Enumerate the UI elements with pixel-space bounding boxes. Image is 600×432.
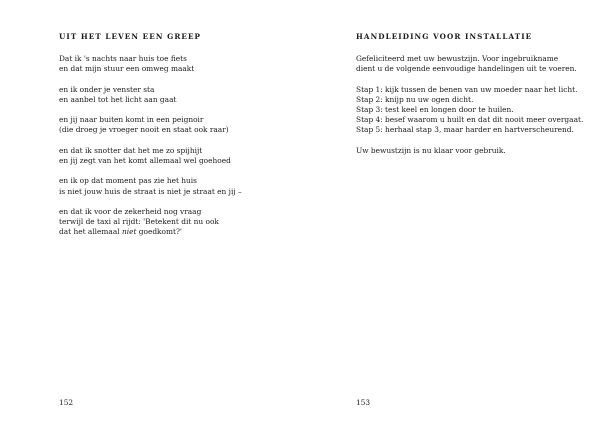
poem-title: UIT HET LEVEN EEN GREEP: [59, 32, 202, 41]
poem-line: en dat ik voor de zekerheid nog vraag: [59, 206, 202, 216]
step-item: Stap 5: herhaal stap 3, maar harder en hartverscheurend.: [356, 125, 574, 135]
poem-line-part: goedkomt?': [136, 227, 182, 237]
stanza: [59, 115, 242, 135]
stanza: [59, 207, 242, 238]
steps-list: [356, 85, 583, 136]
poem-body: [59, 54, 242, 248]
stanza: [59, 176, 242, 196]
poem-line: en dat mijn stuur een omweg maakt: [59, 64, 195, 74]
intro-paragraph: [356, 54, 583, 74]
italic-emphasis: niet: [121, 227, 137, 237]
closing-paragraph: [356, 146, 583, 156]
poem-line: en jij naar buiten komt in een peignoir: [59, 115, 204, 125]
poem-line: terwijl de taxi al rijdt: 'Betekent dit nu ook: [59, 217, 219, 227]
step-item: Stap 2: knijp nu uw ogen dicht.: [356, 94, 474, 104]
poem-line: en dat ik snotter dat het me zo spijhijt: [59, 145, 203, 155]
stanza: [59, 85, 242, 105]
poem-line: en jij zegt van het komt allemaal wel goehoed: [59, 155, 231, 165]
poem-title: HANDLEIDING VOOR INSTALLATIE: [356, 32, 533, 41]
step-item: Stap 1: kijk tussen de benen van uw moeder naar het licht.: [356, 84, 578, 94]
right-page: [300, 0, 600, 432]
step-item: Stap 3: test keel en longen door te huilen.: [356, 105, 514, 114]
text-line: Uw bewustzijn is nu klaar voor gebruik.: [356, 145, 506, 155]
poem-line: en ik onder je venster sta: [59, 84, 155, 94]
stanza: [59, 54, 242, 74]
page-number: 153: [356, 398, 371, 407]
poem-line: en ik op dat moment pas zie het huis: [59, 176, 197, 186]
poem-line: [59, 227, 242, 237]
poem-line: (die droeg je vroeger nooit en staat ook raar): [59, 125, 229, 135]
poem-body: [356, 54, 583, 166]
poem-line: is niet jouw huis de straat is niet je straat en jij –: [59, 186, 242, 196]
step-item: Stap 4: besef waarom u huilt en dat dit nooit meer overgaat.: [356, 115, 584, 125]
poem-line: Dat ik 's nachts naar huis toe fiets: [59, 54, 187, 63]
poem-line: en aanbel tot het licht aan gaat: [59, 94, 177, 104]
page-number: 152: [59, 398, 74, 407]
stanza: [59, 146, 242, 166]
poem-line-part: dat het allemaal: [59, 227, 122, 237]
text-line: dient u de volgende eenvoudige handelingen uit te voeren.: [356, 64, 577, 74]
text-line: Gefeliciteerd met uw bewustzijn. Voor ingebruikname: [356, 54, 559, 63]
